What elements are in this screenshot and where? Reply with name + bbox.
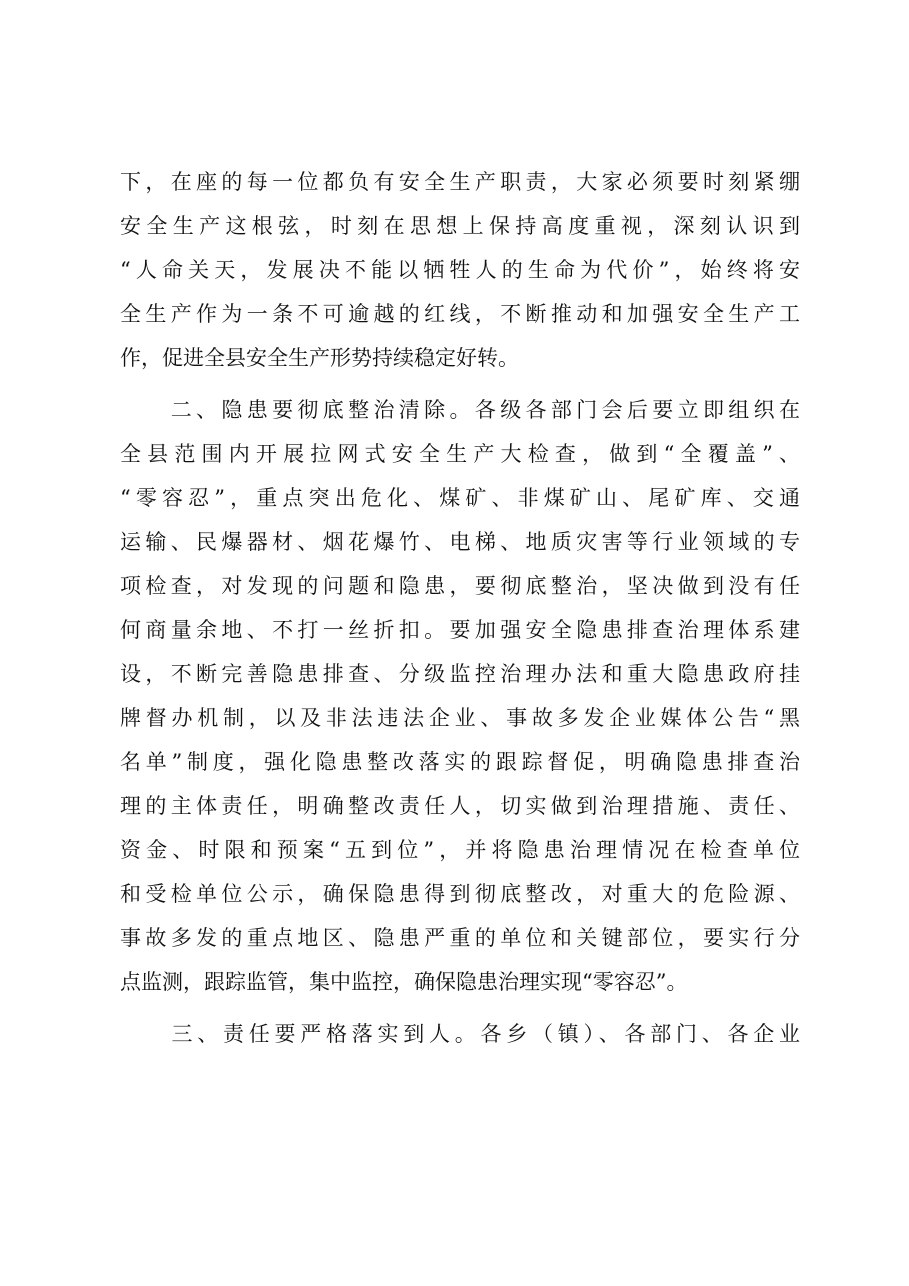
text-line: 下，在座的每一位都负有安全生产职责，大家必须要时刻紧绷 — [120, 170, 800, 194]
text-line: 理的主体责任，明确整改责任人，切实做到治理措施、责任、 — [120, 794, 800, 818]
document-body — [120, 160, 800, 1056]
text-line: 资金、时限和预案“五到位”，并将隐患治理情况在检查单位 — [120, 838, 800, 862]
text-line: 全县范围内开展拉网式安全生产大检查，做到“全覆盖”、 — [120, 442, 800, 466]
text-line: 牌督办机制，以及非法违法企业、事故多发企业媒体公告“黑 — [120, 706, 800, 730]
text-line: 事故多发的重点地区、隐患严重的单位和关键部位，要实行分 — [120, 926, 800, 950]
text-line: 设，不断完善隐患排查、分级监控治理办法和重大隐患政府挂 — [120, 662, 800, 686]
text-line: 和受检单位公示，确保隐患得到彻底整改，对重大的危险源、 — [120, 882, 800, 906]
text-line: 全生产作为一条不可逾越的红线，不断推动和加强安全生产工 — [120, 302, 800, 326]
paragraph-gap — [120, 1004, 800, 1012]
text-line: 安全生产这根弦，时刻在思想上保持高度重视，深刻认识到 — [120, 214, 800, 238]
text-line: 项检查，对发现的问题和隐患，要彻底整治，坚决做到没有任 — [120, 574, 800, 598]
text-line: “零容忍”，重点突出危化、煤矿、非煤矿山、尾矿库、交通 — [120, 486, 800, 510]
text-line: 二、隐患要彻底整治清除。各级各部门会后要立即组织在 — [120, 398, 800, 422]
paragraph-gap — [120, 380, 800, 388]
paragraph-three — [120, 1012, 800, 1056]
text-line: 运输、民爆器材、烟花爆竹、电梯、地质灾害等行业领域的专 — [120, 530, 800, 554]
text-line: 三、责任要严格落实到人。各乡（镇）、各部门、各企业 — [120, 1022, 800, 1046]
paragraph-continuation — [120, 160, 800, 380]
text-line: 何商量余地、不打一丝折扣。要加强安全隐患排查治理体系建 — [120, 618, 800, 642]
text-line: “人命关天，发展决不能以牺牲人的生命为代价”，始终将安 — [120, 258, 800, 282]
text-line: 点监测，跟踪监管，集中监控，确保隐患治理实现“零容忍”。 — [120, 970, 688, 994]
text-line: 名单”制度，强化隐患整改落实的跟踪督促，明确隐患排查治 — [120, 750, 800, 774]
text-line: 作，促进全县安全生产形势持续稳定好转。 — [120, 346, 519, 370]
paragraph-two — [120, 388, 800, 1004]
